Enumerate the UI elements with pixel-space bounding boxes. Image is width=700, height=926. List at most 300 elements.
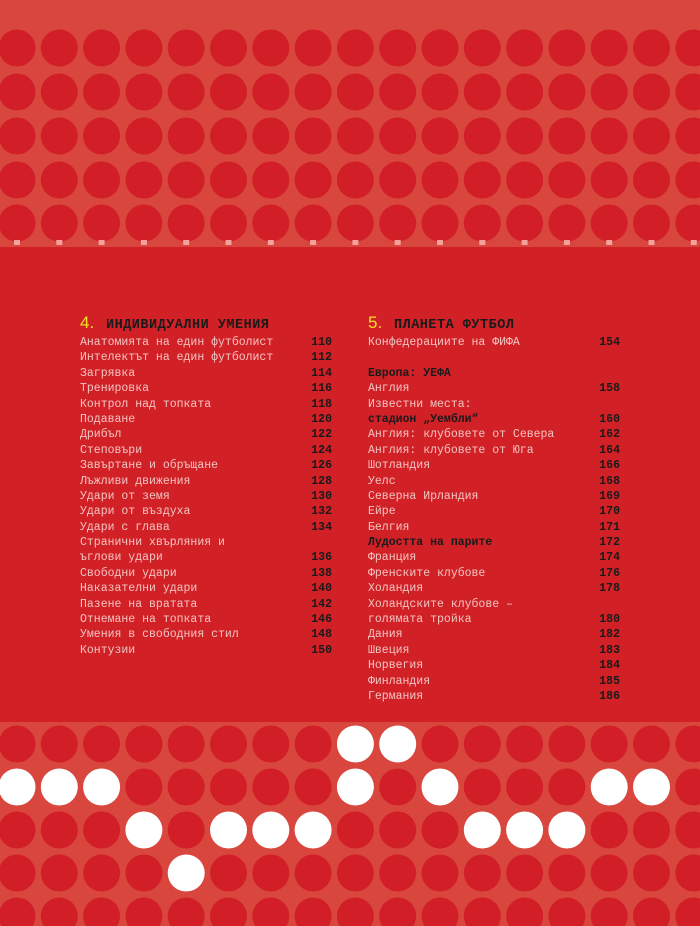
toc-entry-page: 180 [599, 613, 620, 627]
decorative-dot-white [252, 812, 289, 849]
decorative-dot [83, 162, 120, 199]
decorative-dot [0, 162, 36, 199]
decorative-dot-white [83, 769, 120, 806]
decorative-dot [125, 898, 162, 926]
toc-entry [368, 520, 620, 535]
toc-entry-title: Пазене на вратата [80, 597, 198, 611]
toc-entry-page: 134 [311, 520, 332, 534]
decorative-dot-white [337, 769, 374, 806]
toc-entry-page: 130 [311, 489, 332, 503]
edge-marker [56, 240, 62, 245]
toc-entry-page: 146 [311, 613, 332, 627]
decorative-dot [379, 855, 416, 892]
toc-entry-title: Европа: УЕФА [368, 366, 451, 380]
decorative-dot [168, 30, 205, 67]
edge-marker [268, 240, 274, 245]
decorative-dot [83, 812, 120, 849]
decorative-dot [210, 898, 247, 926]
decorative-dot [548, 30, 585, 67]
edge-marker [606, 240, 612, 245]
decorative-dot [252, 30, 289, 67]
decorative-dot [591, 898, 628, 926]
decorative-dot [125, 118, 162, 155]
decorative-dot [506, 855, 543, 892]
toc-entry-title: Френските клубове [368, 566, 486, 580]
toc-entry [80, 627, 332, 642]
decorative-dot [125, 205, 162, 242]
toc-entry-title: Свободни удари [80, 566, 177, 580]
toc-entry-title: Лъжливи движения [80, 474, 191, 488]
decorative-dot [337, 118, 374, 155]
toc-entry [368, 597, 620, 612]
toc-entry [368, 504, 620, 519]
toc-entry [80, 366, 332, 381]
decorative-dot [41, 162, 78, 199]
toc-entry [80, 535, 332, 550]
decorative-dot [633, 162, 670, 199]
decorative-dot [464, 769, 501, 806]
decorative-dot [422, 30, 459, 67]
toc-entry-title: Белгия [368, 520, 410, 534]
decorative-dot [464, 726, 501, 763]
decorative-dot [337, 162, 374, 199]
decorative-dot [591, 812, 628, 849]
toc-entry-title: Контрол над топката [80, 397, 212, 411]
decorative-dot [252, 118, 289, 155]
decorative-dot [675, 118, 700, 155]
decorative-dot [210, 74, 247, 111]
section-5-number: 5. [368, 313, 383, 332]
decorative-dot-white [464, 812, 501, 849]
decorative-dot [295, 769, 332, 806]
edge-marker [691, 240, 697, 245]
toc-entry [368, 612, 620, 627]
toc-entry-title: Контузии [80, 643, 136, 657]
toc-entry-page: 186 [599, 689, 620, 703]
decorative-dot [337, 898, 374, 926]
toc-entry [80, 443, 332, 458]
decorative-dot [422, 162, 459, 199]
decorative-dot-white [633, 769, 670, 806]
decorative-dot [252, 769, 289, 806]
decorative-dot [548, 118, 585, 155]
toc-entry-title: Подаване [80, 412, 136, 426]
decorative-dot [548, 898, 585, 926]
decorative-dot [506, 205, 543, 242]
toc-entry [368, 366, 620, 381]
toc-entry [368, 350, 620, 365]
decorative-dot [41, 30, 78, 67]
toc-entry-title: Наказателни удари [80, 582, 198, 596]
decorative-dot [83, 855, 120, 892]
decorative-dot [210, 769, 247, 806]
toc-entry-page: 148 [311, 628, 332, 642]
toc-entry-title: Отнемане на топката [80, 613, 212, 627]
decorative-dot [83, 30, 120, 67]
decorative-dot [506, 162, 543, 199]
toc-entry [368, 335, 620, 350]
decorative-dot [591, 205, 628, 242]
decorative-dot [252, 855, 289, 892]
decorative-dot [295, 30, 332, 67]
decorative-dot [633, 74, 670, 111]
decorative-dot [675, 769, 700, 806]
decorative-dot [41, 205, 78, 242]
toc-entry [80, 504, 332, 519]
toc-entry [368, 643, 620, 658]
decorative-dot [464, 118, 501, 155]
decorative-dot [633, 118, 670, 155]
decorative-dot [422, 812, 459, 849]
toc-entry [80, 581, 332, 596]
decorative-dot [422, 74, 459, 111]
decorative-dot [591, 855, 628, 892]
section-5-column [368, 313, 620, 704]
toc-entry-page: 169 [599, 489, 620, 503]
toc-entry-title: Удари с глава [80, 520, 170, 534]
decorative-dot [591, 162, 628, 199]
decorative-dot [464, 898, 501, 926]
decorative-dot [295, 205, 332, 242]
decorative-dot [125, 74, 162, 111]
toc-entry-title: Холандия [368, 582, 424, 596]
decorative-dot [168, 726, 205, 763]
decorative-dot [506, 726, 543, 763]
toc-entry [368, 474, 620, 489]
toc-entry-title: Дрибъл [80, 428, 122, 442]
toc-entry-title: Загрявка [80, 366, 136, 380]
decorative-dot [591, 118, 628, 155]
decorative-dot [125, 855, 162, 892]
toc-entry-page: 138 [311, 566, 332, 580]
decorative-dot [252, 898, 289, 926]
toc-entry-page: 126 [311, 459, 332, 473]
section-4-heading [80, 313, 332, 335]
decorative-dot [675, 812, 700, 849]
decorative-dot [633, 30, 670, 67]
decorative-dot [379, 812, 416, 849]
toc-entry [80, 612, 332, 627]
toc-entry-title: Известни места: [368, 397, 472, 411]
decorative-dot [0, 74, 36, 111]
toc-entry [368, 427, 620, 442]
toc-entry-page: 171 [599, 520, 620, 534]
section-4-column [80, 313, 332, 658]
toc-entry [368, 566, 620, 581]
decorative-dot [252, 74, 289, 111]
decorative-dot [633, 898, 670, 926]
decorative-dot [0, 855, 36, 892]
decorative-dot [295, 855, 332, 892]
toc-entry [368, 689, 620, 704]
toc-entry [80, 350, 332, 365]
edge-marker [226, 240, 232, 245]
toc-entry-page: 132 [311, 505, 332, 519]
section-5-heading [368, 313, 620, 335]
decorative-dot [379, 74, 416, 111]
toc-entry-page: 166 [599, 459, 620, 473]
toc-entry-page: 136 [311, 551, 332, 565]
toc-entry-title: Северна Ирландия [368, 489, 479, 503]
decorative-dot [464, 30, 501, 67]
decorative-dot [337, 205, 374, 242]
toc-entry-page: 184 [599, 659, 620, 673]
toc-entry-page: 118 [311, 397, 332, 411]
decorative-dot-white [295, 812, 332, 849]
toc-entry [368, 412, 620, 427]
toc-entry-page: 114 [311, 366, 332, 380]
decorative-dot [168, 769, 205, 806]
decorative-dot [506, 769, 543, 806]
decorative-dot [125, 162, 162, 199]
decorative-dot [337, 812, 374, 849]
toc-entry [80, 550, 332, 565]
edge-marker [14, 240, 20, 245]
toc-entry-title: Швеция [368, 643, 410, 657]
decorative-dot [548, 855, 585, 892]
toc-entry [368, 535, 620, 550]
decorative-dot [41, 812, 78, 849]
toc-entry-page: 112 [311, 351, 332, 365]
toc-entry-title: Англия [368, 382, 410, 396]
toc-entry [80, 489, 332, 504]
decorative-dot [422, 726, 459, 763]
toc-entry [80, 458, 332, 473]
decorative-dot [295, 74, 332, 111]
decorative-dot [675, 30, 700, 67]
decorative-dot-white [591, 769, 628, 806]
toc-entry-title: Странични хвърляния и [80, 536, 225, 550]
toc-entry [80, 643, 332, 658]
decorative-dot [210, 118, 247, 155]
decorative-dot [633, 855, 670, 892]
decorative-dot [464, 162, 501, 199]
decorative-dot [506, 30, 543, 67]
toc-entry-page: 128 [311, 474, 332, 488]
decorative-dot [41, 118, 78, 155]
decorative-dot-white [337, 726, 374, 763]
toc-entry-title: стадион „Уембли“ [368, 412, 479, 426]
edge-marker [99, 240, 105, 245]
toc-entry [80, 412, 332, 427]
decorative-dot [125, 726, 162, 763]
toc-entry-page: 140 [311, 582, 332, 596]
toc-entry-title: Холандските клубове – [368, 597, 513, 611]
toc-entry-title: Уелс [368, 474, 396, 488]
decorative-dot [295, 898, 332, 926]
toc-entry [368, 581, 620, 596]
toc-entry-page: 172 [599, 536, 620, 550]
toc-entry [80, 597, 332, 612]
toc-entry-page: 182 [599, 628, 620, 642]
decorative-dot-white [210, 812, 247, 849]
decorative-dot [548, 205, 585, 242]
decorative-dot [252, 162, 289, 199]
toc-entry-page: 170 [599, 505, 620, 519]
decorative-dot-white [379, 726, 416, 763]
decorative-dot [41, 74, 78, 111]
toc-entry-page: 178 [599, 582, 620, 596]
decorative-dot [422, 898, 459, 926]
toc-entry [80, 397, 332, 412]
decorative-dot [591, 74, 628, 111]
toc-entry-page: 124 [311, 443, 332, 457]
decorative-dot [548, 162, 585, 199]
decorative-dot [0, 812, 36, 849]
toc-entry-page: 122 [311, 428, 332, 442]
toc-entry-title: Норвегия [368, 659, 424, 673]
toc-entry-page: 185 [599, 674, 620, 688]
decorative-dot [422, 205, 459, 242]
section-4-entries [80, 335, 332, 658]
toc-entry [368, 674, 620, 689]
decorative-dot [210, 205, 247, 242]
toc-entry-page: 120 [311, 412, 332, 426]
decorative-dot-white [125, 812, 162, 849]
decorative-dot [210, 30, 247, 67]
edge-marker [395, 240, 401, 245]
decorative-dot [675, 898, 700, 926]
decorative-dot [41, 726, 78, 763]
toc-entry [80, 520, 332, 535]
decorative-dot [168, 812, 205, 849]
decorative-dot [337, 30, 374, 67]
toc-entry [80, 381, 332, 396]
edge-marker [522, 240, 528, 245]
decorative-dot [379, 898, 416, 926]
toc-entry-page: 174 [599, 551, 620, 565]
decorative-dot [337, 855, 374, 892]
toc-entry [368, 627, 620, 642]
decorative-dot [591, 726, 628, 763]
decorative-dot [83, 726, 120, 763]
decorative-dot [125, 30, 162, 67]
section-5-title: ПЛАНЕТА ФУТБОЛ [394, 318, 515, 333]
decorative-dot [295, 162, 332, 199]
decorative-dot-white [41, 769, 78, 806]
section-5-entries [368, 335, 620, 704]
decorative-dot [675, 726, 700, 763]
edge-marker [649, 240, 655, 245]
decorative-dot [675, 74, 700, 111]
toc-entry-title: Англия: клубовете от Севера [368, 428, 555, 442]
toc-entry-title: Лудостта на парите [368, 536, 493, 550]
toc-entry [80, 566, 332, 581]
decorative-dot [0, 726, 36, 763]
edge-marker [437, 240, 443, 245]
toc-entry-title: ъглови удари [80, 551, 163, 565]
decorative-dot [506, 898, 543, 926]
decorative-dot [464, 205, 501, 242]
toc-entry-title: Завъртане и обръщане [80, 459, 219, 473]
decorative-dot [379, 118, 416, 155]
decorative-dot [168, 162, 205, 199]
decorative-dot [83, 74, 120, 111]
decorative-dot [675, 162, 700, 199]
decorative-dot [675, 855, 700, 892]
decorative-dot [252, 726, 289, 763]
decorative-dot [83, 205, 120, 242]
decorative-dot [633, 205, 670, 242]
decorative-dot [379, 30, 416, 67]
toc-entry-page: 162 [599, 428, 620, 442]
toc-entry [80, 427, 332, 442]
decorative-dot [0, 118, 36, 155]
toc-entry-page: 110 [311, 336, 332, 349]
toc-entry-title: Ейре [368, 505, 396, 519]
toc-entry [80, 335, 332, 350]
decorative-dot [337, 74, 374, 111]
edge-marker [141, 240, 147, 245]
decorative-dot [295, 726, 332, 763]
toc-entry-title: Шотландия [368, 459, 431, 473]
decorative-dot [591, 30, 628, 67]
toc-entry [368, 658, 620, 673]
toc-entry-title: Степовъри [80, 443, 143, 457]
toc-entry-page: 164 [599, 443, 620, 457]
decorative-dot [83, 118, 120, 155]
decorative-dot [210, 855, 247, 892]
edge-marker [564, 240, 570, 245]
toc-entry-title: Франция [368, 551, 417, 565]
edge-marker [352, 240, 358, 245]
toc-entry-title: Удари от въздуха [80, 505, 191, 519]
decorative-dot-white [548, 812, 585, 849]
decorative-dot [252, 205, 289, 242]
toc-entry-page: 150 [311, 643, 332, 657]
toc-entry-title: голямата тройка [368, 613, 472, 627]
toc-entry-page: 168 [599, 474, 620, 488]
decorative-dot [0, 898, 36, 926]
decorative-dot-white [0, 769, 36, 806]
edge-marker [310, 240, 316, 245]
decorative-dot [379, 162, 416, 199]
toc-entry-page: 183 [599, 643, 620, 657]
decorative-dot [379, 205, 416, 242]
decorative-dot [168, 898, 205, 926]
toc-entry-page: 116 [311, 382, 332, 396]
section-4-title: ИНДИВИДУАЛНИ УМЕНИЯ [106, 318, 270, 333]
edge-marker [183, 240, 189, 245]
toc-entry-title: Дания [368, 628, 403, 642]
decorative-dot [506, 118, 543, 155]
toc-entry [368, 381, 620, 396]
decorative-dot [0, 30, 36, 67]
decorative-dot [548, 74, 585, 111]
decorative-dot [422, 855, 459, 892]
decorative-dot [295, 118, 332, 155]
decorative-dot [210, 162, 247, 199]
toc-entry [368, 397, 620, 412]
toc-entry-title: Удари от земя [80, 489, 170, 503]
decorative-dot [633, 812, 670, 849]
toc-entry-page: 142 [311, 597, 332, 611]
decorative-dot [41, 898, 78, 926]
decorative-dot [168, 118, 205, 155]
toc-entry [368, 550, 620, 565]
toc-entry-title: Умения в свободния стил [80, 628, 239, 642]
toc-entry [368, 443, 620, 458]
toc-entry-page: 176 [599, 566, 620, 580]
toc-entry-title: Англия: клубовете от Юга [368, 443, 534, 457]
decorative-dot [633, 726, 670, 763]
toc-entry-title: Финландия [368, 674, 431, 688]
toc-entry-page: 160 [599, 412, 620, 426]
decorative-dot [548, 769, 585, 806]
section-4-number: 4. [80, 313, 95, 332]
toc-entry-page: 154 [599, 336, 620, 349]
decorative-dot [125, 769, 162, 806]
